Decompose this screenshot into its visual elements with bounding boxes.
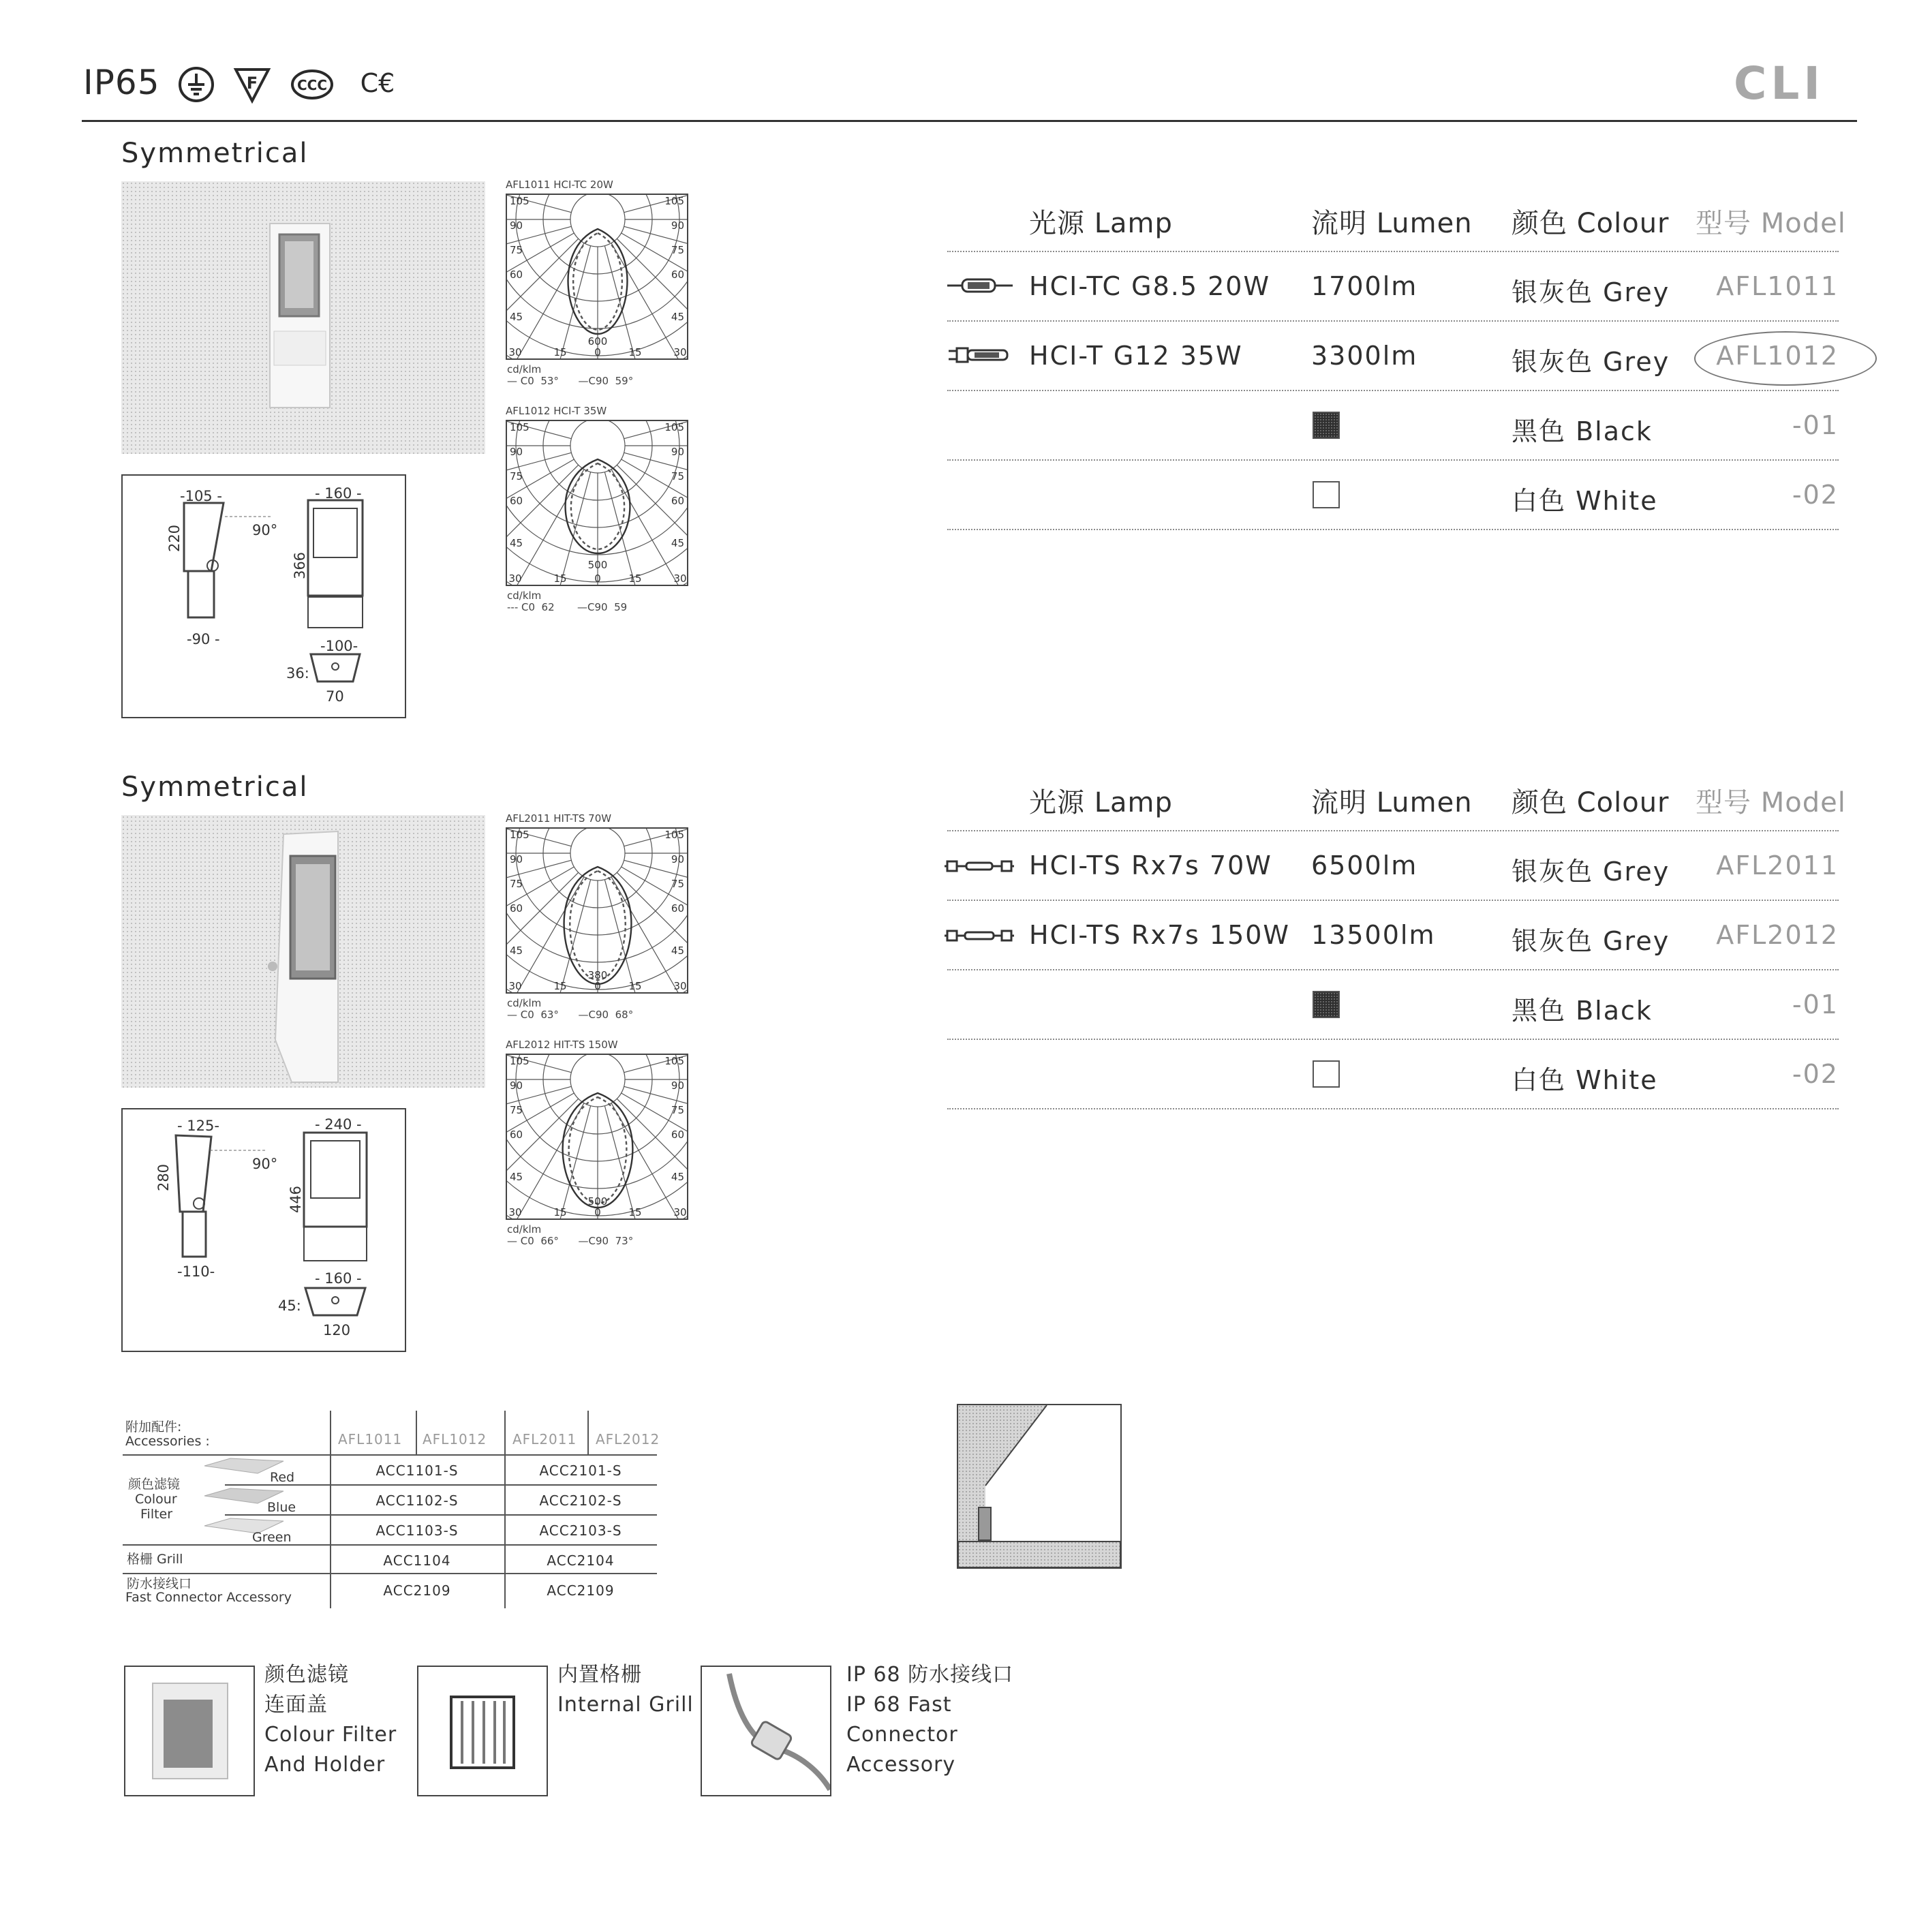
polar-label: 90 xyxy=(671,1079,684,1092)
svg-text:F: F xyxy=(246,74,258,93)
polar-label: 60 xyxy=(671,495,684,507)
card-text: 内置格栅 Internal Grill xyxy=(557,1663,694,1717)
colour-option: 黑色 Black xyxy=(1512,416,1653,446)
internal-grill-image xyxy=(417,1666,548,1796)
polar-label: 105 xyxy=(664,421,684,433)
card-text: IP 68 防水接线口 IP 68 Fast Connector Accessory xyxy=(846,1663,1014,1777)
polar-diagram xyxy=(506,1039,690,1255)
ip-rating: IP65 xyxy=(83,63,160,102)
header-model: 型号 Model xyxy=(1696,208,1846,239)
polar-label: 30 xyxy=(508,1206,522,1218)
section-title: Symmetrical xyxy=(121,771,309,803)
white-swatch xyxy=(1313,481,1340,508)
polar-label: 90 xyxy=(510,446,523,458)
polar-label: 45 xyxy=(510,537,523,549)
polar-label: 15 xyxy=(628,572,642,585)
filter-name: Blue xyxy=(267,1500,296,1515)
polar-label: 105 xyxy=(510,829,530,841)
colour-option: 白色 White xyxy=(1512,486,1658,516)
filter-name: Green xyxy=(252,1530,292,1545)
polar-label: 500 xyxy=(587,559,608,571)
colour-option: 白色 White xyxy=(1512,1065,1658,1095)
polar-label: 90 xyxy=(671,853,684,865)
svg-text:CCC: CCC xyxy=(296,77,328,93)
acc-model-header: AFL1011 xyxy=(338,1431,403,1447)
polar-caption: AFL2011 HIT-TS 70W xyxy=(506,812,612,825)
polar-label: 30 xyxy=(673,346,687,358)
polar-diagram xyxy=(506,812,690,1029)
polar-label: 90 xyxy=(510,853,523,865)
polar-label: 45 xyxy=(510,945,523,957)
polar-label: 105 xyxy=(664,1055,684,1067)
polar-label: 75 xyxy=(510,470,523,482)
polar-label: 0 xyxy=(594,980,601,992)
colour-option: 黑色 Black xyxy=(1512,996,1653,1026)
polar-label: 75 xyxy=(671,878,684,890)
header-colour: 颜色 Colour xyxy=(1512,208,1670,239)
polar-label: 105 xyxy=(664,195,684,207)
header-lamp: 光源 Lamp xyxy=(1029,208,1173,239)
header-colour: 颜色 Colour xyxy=(1512,787,1670,818)
polar-label: 60 xyxy=(510,495,523,507)
header-model: 型号 Model xyxy=(1696,787,1846,818)
polar-label: 75 xyxy=(510,1104,523,1116)
polar-legend: cd/klm — C0 66° —C90 73° xyxy=(507,1223,634,1247)
header-lumen: 流明 Lumen xyxy=(1311,787,1473,818)
polar-label: 600 xyxy=(587,335,608,348)
polar-label: 90 xyxy=(671,446,684,458)
acc-model-header: AFL1012 xyxy=(423,1431,487,1447)
model-suffix: -02 xyxy=(1792,480,1839,510)
polar-diagram xyxy=(506,405,690,622)
model-suffix: -01 xyxy=(1792,410,1839,440)
polar-label: 45 xyxy=(671,945,684,957)
dimension-drawing: -105 - 220 90° -90 - - 160 - 366 -100- 36: 70 xyxy=(121,474,406,718)
polar-label: 15 xyxy=(553,572,567,585)
colour-value: 银灰色 Grey xyxy=(1512,857,1670,887)
card-text: 颜色滤镜 连面盖 Colour Filter And Holder xyxy=(264,1663,397,1777)
polar-label: 30 xyxy=(508,980,522,992)
black-swatch xyxy=(1313,412,1340,439)
polar-label: 0 xyxy=(594,572,601,585)
polar-label: 60 xyxy=(510,269,523,281)
polar-label: 105 xyxy=(510,195,530,207)
model-number: AFL1012 xyxy=(1716,341,1839,371)
polar-label: 15 xyxy=(553,1206,567,1218)
polar-label: 90 xyxy=(510,1079,523,1092)
polar-legend: cd/klm — C0 53° —C90 59° xyxy=(507,363,634,387)
polar-label: 60 xyxy=(671,269,684,281)
polar-legend: cd/klm — C0 63° —C90 68° xyxy=(507,997,634,1021)
lamp-tube-icon xyxy=(945,925,1014,949)
polar-label: 60 xyxy=(671,1129,684,1141)
connector-image xyxy=(701,1666,831,1796)
product-photo xyxy=(121,181,485,454)
polar-label: 75 xyxy=(671,1104,684,1116)
polar-label: 30 xyxy=(508,346,522,358)
lamp-type: HCI-TS Rx7s 150W xyxy=(1029,920,1290,950)
polar-label: 0 xyxy=(594,346,601,358)
model-number: AFL2011 xyxy=(1716,850,1839,880)
polar-label: 105 xyxy=(664,829,684,841)
polar-label: 60 xyxy=(510,902,523,915)
lumen-value: 6500lm xyxy=(1311,850,1418,880)
polar-label: 75 xyxy=(510,244,523,256)
model-suffix: -02 xyxy=(1792,1059,1839,1089)
polar-label: 15 xyxy=(553,980,567,992)
model-number: AFL1011 xyxy=(1716,271,1839,301)
lamp-type: HCI-T G12 35W xyxy=(1029,341,1243,371)
polar-label: 30 xyxy=(673,572,687,585)
ce-mark-icon: C€ xyxy=(360,68,395,98)
header-lamp: 光源 Lamp xyxy=(1029,787,1173,818)
polar-legend: cd/klm --- C0 62 —C90 59 xyxy=(507,589,628,613)
white-swatch xyxy=(1313,1060,1340,1088)
polar-label: 45 xyxy=(671,1171,684,1183)
polar-label: 60 xyxy=(671,902,684,915)
lamp-type: HCI-TC G8.5 20W xyxy=(1029,271,1271,301)
dimension-drawing: - 125- 280 90° -110- - 240 - 446 - 160 - 45: 120 xyxy=(121,1108,406,1352)
lumen-value: 13500lm xyxy=(1311,920,1436,950)
polar-label: 75 xyxy=(510,878,523,890)
filter-name: Red xyxy=(270,1470,295,1485)
polar-label: 75 xyxy=(671,470,684,482)
lamp-tube-icon xyxy=(947,275,1013,298)
polar-label: 15 xyxy=(553,346,567,358)
polar-label: 15 xyxy=(628,1206,642,1218)
polar-label: 380 xyxy=(587,969,608,981)
lamp-tube-icon xyxy=(945,856,1014,879)
product-photo xyxy=(121,815,485,1088)
polar-label: 30 xyxy=(508,572,522,585)
lumen-value: 1700lm xyxy=(1311,271,1418,301)
model-number: AFL2012 xyxy=(1716,920,1839,950)
colour-filter-image xyxy=(124,1666,255,1796)
colour-value: 银灰色 Grey xyxy=(1512,347,1670,377)
polar-label: 45 xyxy=(510,311,523,323)
polar-label: 105 xyxy=(510,1055,530,1067)
polar-diagram xyxy=(506,179,690,395)
lamp-type: HCI-TS Rx7s 70W xyxy=(1029,850,1272,880)
polar-label: 90 xyxy=(671,219,684,232)
polar-label: 60 xyxy=(510,1129,523,1141)
acc-model-header: AFL2012 xyxy=(596,1431,660,1447)
section-title: Symmetrical xyxy=(121,138,309,169)
accessories-table: 附加配件: Accessories : AFL1011 AFL1012 AFL2011 AFL2012 颜色滤镜 Colour Filter Red ACC1101-S ACC2101-S Blue ACC1102-S ACC2102-S Green ACC1103-S ACC2103-S 格栅 Grill ACC1104 ACC2104 防水接线口 Fast Connector Accessory ACC2109 ACC2109 xyxy=(123,1411,657,1608)
colour-value: 银灰色 Grey xyxy=(1512,277,1670,307)
polar-label: 45 xyxy=(671,311,684,323)
polar-label: 0 xyxy=(594,1206,601,1218)
ccc-mark-icon xyxy=(290,65,334,101)
colour-value: 银灰色 Grey xyxy=(1512,926,1670,956)
polar-label: 45 xyxy=(510,1171,523,1183)
polar-caption: AFL1012 HCI-T 35W xyxy=(506,405,607,417)
polar-label: 45 xyxy=(671,537,684,549)
polar-label: 30 xyxy=(673,1206,687,1218)
polar-label: 105 xyxy=(510,421,530,433)
earth-ground-icon xyxy=(176,65,217,101)
f-mark-icon xyxy=(232,65,273,101)
black-swatch xyxy=(1313,991,1340,1018)
brand-logo: CLI xyxy=(1733,57,1824,110)
polar-label: 75 xyxy=(671,244,684,256)
mounting-illustration xyxy=(957,1404,1122,1569)
polar-caption: AFL1011 HCI-TC 20W xyxy=(506,179,613,191)
header-divider xyxy=(82,120,1857,122)
model-suffix: -01 xyxy=(1792,990,1839,1019)
polar-caption: AFL2012 HIT-TS 150W xyxy=(506,1039,618,1051)
polar-label: 30 xyxy=(673,980,687,992)
polar-label: 500 xyxy=(587,1195,608,1208)
polar-label: 90 xyxy=(510,219,523,232)
lamp-tube-icon xyxy=(947,345,1013,368)
header-lumen: 流明 Lumen xyxy=(1311,208,1473,239)
polar-label: 15 xyxy=(628,346,642,358)
polar-label: 15 xyxy=(628,980,642,992)
lumen-value: 3300lm xyxy=(1311,341,1418,371)
acc-model-header: AFL2011 xyxy=(512,1431,577,1447)
